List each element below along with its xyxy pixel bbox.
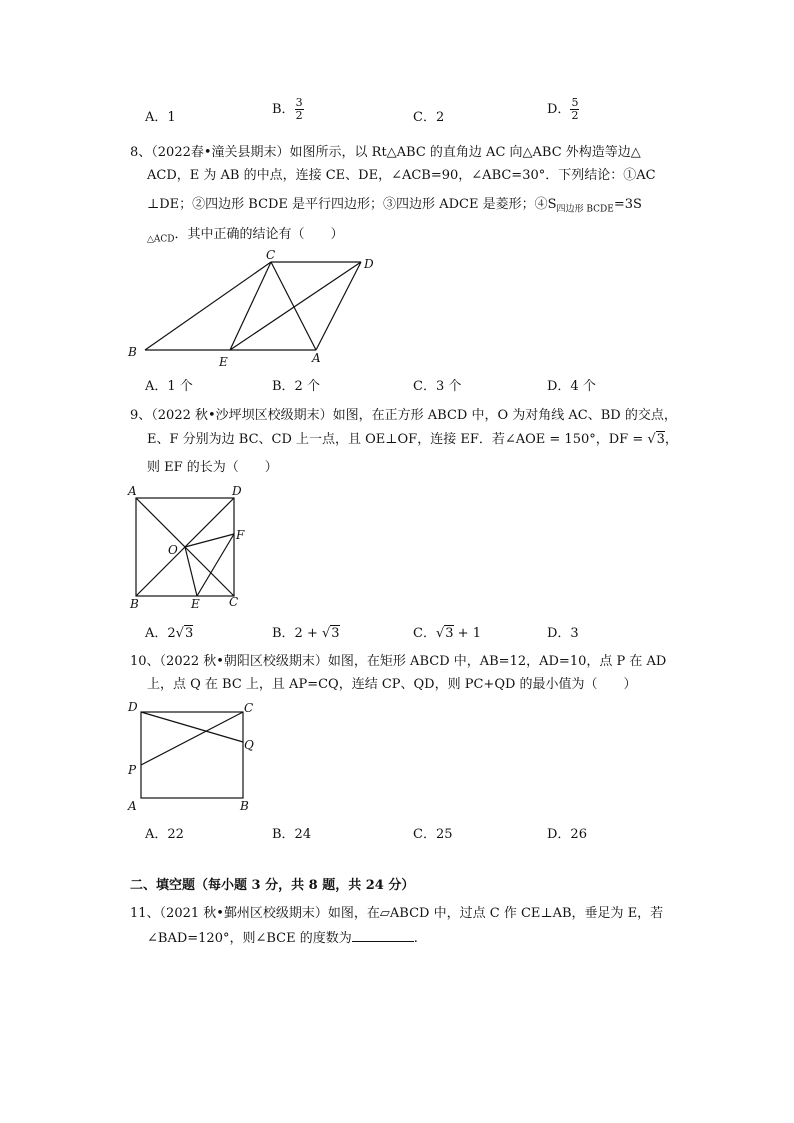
q10-option-c: C．25	[413, 827, 453, 842]
q9-option-d: D．3	[547, 626, 579, 641]
q9-line-2: E、F 分别为边 BC、CD 上一点，且 OE⊥OF，连接 EF．若∠AOE = 150°，DF = √3，	[147, 432, 678, 447]
q9-label-c: C	[229, 595, 239, 609]
q9-line-1: 9、（2022 秋•沙坪坝区校级期末）如图，在正方形 ABCD 中，O 为对角线 AC、BD 的交点，	[130, 408, 677, 423]
q10-rectangle-abcd	[141, 712, 243, 798]
q9-label-e: E	[191, 597, 200, 611]
q10-option-a: A．22	[145, 827, 184, 842]
q8-line-2: ACD，E 为 AB 的中点，连接 CE、DE，∠ACB=90，∠ABC=30°．下列结论：①AC	[147, 168, 656, 183]
q8-option-a: A．1 个	[145, 379, 193, 394]
q9-segment-oe	[185, 547, 197, 596]
q9-option-b: B．2 + √3	[272, 626, 340, 641]
q8-label-d: D	[364, 257, 374, 271]
q10-segment-dq	[141, 712, 243, 742]
q9-line-3: 则 EF 的长为（ ）	[147, 460, 278, 475]
q8-segment-ca	[271, 262, 316, 350]
section-2-title: 二、填空题（每小题 3 分，共 8 题，共 24 分）	[130, 878, 415, 893]
q8-option-b: B．2 个	[272, 379, 320, 394]
q7-option-a: A．1	[145, 110, 176, 125]
q8-option-c: C．3 个	[413, 379, 462, 394]
q7-option-b: B． $\frac{3}{2}$	[272, 96, 303, 122]
q8-label-b: B	[128, 345, 137, 359]
q7-option-d: D． $\frac{5}{2}$	[547, 96, 579, 122]
q9-label-f: F	[236, 528, 245, 542]
q10-line-1: 10、（2022 秋•朝阳区校级期末）如图，在矩形 ABCD 中，AB=12，AD=10，点 P 在 AD	[130, 654, 667, 669]
q8-line-1: 8、（2022春•潼关县期末）如图所示，以 Rt△ABC 的直角边 AC 向△ABC 外构造等边△	[130, 145, 641, 160]
q10-segment-pc	[141, 712, 243, 765]
q10-label-d: D	[128, 700, 138, 714]
q9-label-o: O	[168, 543, 178, 557]
q10-label-p: P	[128, 763, 137, 777]
q10-option-b: B．24	[272, 827, 312, 842]
q8-line-4: $_{\triangle ACD}$．其中正确的结论有（ ）	[147, 227, 344, 245]
q11-line-1: 11、（2021 秋•鄞州区校级期末）如图，在▱ABCD 中，过点 C 作 CE⊥AB，垂足为 E，若	[130, 906, 664, 921]
q8-segment-ed	[230, 262, 361, 350]
q9-label-b: B	[130, 597, 139, 611]
q11-line-2: ∠BAD=120°，则∠BCE 的度数为 .	[147, 931, 418, 946]
q9-segment-of	[185, 534, 234, 547]
q11-answer-blank[interactable]	[352, 929, 414, 942]
q7-option-d-fraction: $\frac{5}{2}$	[571, 96, 579, 122]
q10-figure	[122, 698, 272, 816]
q9-option-a: A．2√3	[145, 626, 194, 641]
q9-label-d: D	[232, 484, 242, 498]
q10-option-d: D．26	[547, 827, 587, 842]
q8-figure	[120, 250, 390, 372]
q8-label-c: C	[266, 250, 276, 262]
q8-segment-bc	[145, 262, 271, 350]
q7-option-c: C．2	[413, 110, 445, 125]
q10-label-q: Q	[244, 738, 254, 752]
q10-line-2: 上，点 Q 在 BC 上，且 AP=CQ，连结 CP、QD，则 PC+QD 的最小值为（ ）	[147, 677, 637, 692]
q8-label-e: E	[219, 355, 228, 369]
q10-label-b: B	[240, 799, 249, 813]
q9-option-c: C．√3 + 1	[413, 626, 481, 641]
q8-segment-da	[316, 262, 361, 350]
q7-option-b-fraction: $\frac{3}{2}$	[295, 96, 303, 122]
q10-label-a: A	[128, 799, 137, 813]
q10-label-c: C	[244, 701, 254, 715]
q9-label-a: A	[128, 484, 137, 498]
q8-label-a: A	[312, 351, 321, 365]
q8-option-d: D．4 个	[547, 379, 596, 394]
q9-figure	[122, 482, 262, 612]
q8-line-3: ⊥DE；②四边形 BCDE 是平行四边形；③四边形 ADCE 是菱形；$④S_{四边形 BCDE}=3S$	[147, 197, 642, 215]
